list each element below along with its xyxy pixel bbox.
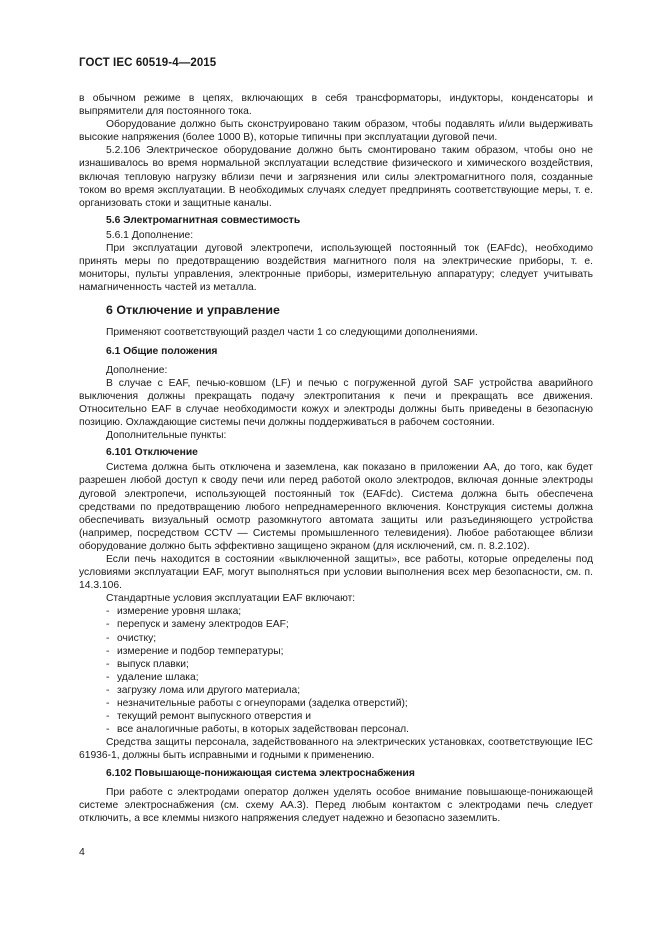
list-dash: - <box>106 606 110 618</box>
list-item <box>79 645 593 658</box>
list-item <box>79 658 593 671</box>
section-heading: 6.1 Общие положения <box>106 345 218 357</box>
list-item-text: текущий ремонт выпускного отверстия и <box>117 711 311 723</box>
list-item-text: все аналогичные работы, в которых задействован персонал. <box>117 724 410 736</box>
paragraph: Стандартные условия эксплуатации EAF включают: <box>106 593 356 605</box>
list-item <box>79 710 593 723</box>
paragraph: в обычном режиме в цепях, включающих в себя трансформаторы, индукторы, конденсаторы и выпрямители для постоянного тока. <box>79 93 593 118</box>
chapter-heading: 6 Отключение и управление <box>106 303 280 318</box>
paragraph: Система должна быть отключена и заземлена, как показано в приложении АА, до того, как будет разрешен любой доступ к своду печи или перед работой около электродов, включая донные электроды дуговой электропечи, использующей постоянный ток (EAFdc). Система должна быть обеспечена средствами по предотвращению любого непреднамеренного включения. Конструкция системы должна обеспечивать визуальный осмотр разомкнутого автомата защиты или разъединяющего устройства (например, посредством CCTV — Системы промышленного телевидения). Любое работающее вблизи оборудование должно быть эффективно защищено экраном (для исключений, см. п. 8.2.102). <box>79 462 593 552</box>
list-item <box>79 723 593 736</box>
list-item-text: загрузку лома или другого материала; <box>117 684 301 696</box>
paragraph: Дополнение: <box>106 364 168 376</box>
list-dash: - <box>106 724 110 736</box>
paragraph: При эксплуатации дуговой электропечи, использующей постоянный ток (EAFdc), необходимо принять меры по предотвращению воздействия магнитного поля на электрические приборы, т. е. мониторы, пульты управления, электронные приборы, измерительную аппаратуру; следует учитывать намагниченность частей из металла. <box>79 243 593 294</box>
section-heading: 6.102 Повышающе-понижающая система электроснабжения <box>106 767 415 779</box>
list-dash: - <box>106 671 110 683</box>
paragraph: Средства защиты персонала, задействованного на электрических установках, соответствующие IEC 61936-1, должны быть исправными и годными к применению. <box>79 737 593 762</box>
list-item <box>79 684 593 697</box>
list-item-text: перепуск и замену электродов EAF; <box>117 619 289 631</box>
list-item-text: измерение уровня шлака; <box>117 606 242 618</box>
paragraph: 5.2.106 Электрическое оборудование должно быть смонтировано таким образом, чтобы оно не изнашивалось во время нормальной эксплуатации вследствие физического и химического воздействия, включая тепловую нагрузку вблизи печи и загрязнения или силы электромагнитного поля, созданные током во время эксплуатации. В необходимых случаях следует предпринять соответствующие меры, т. е. организовать стоки и защитные каналы. <box>79 145 593 209</box>
list-item <box>79 632 593 645</box>
list-item-text: незначительные работы с огнеупорами (заделка отверстий); <box>117 698 408 710</box>
list-item-text: очистку; <box>117 632 157 644</box>
list-dash: - <box>106 632 110 644</box>
paragraph: Оборудование должно быть сконструировано таким образом, чтобы подавлять и/или выдерживать высокие напряжения (более 1000 В), которые типичны при эксплуатации дуговой печи. <box>79 119 593 144</box>
list-item-text: измерение и подбор температуры; <box>117 645 284 657</box>
paragraph: Применяют соответствующий раздел части 1 со следующими дополнениями. <box>106 326 478 338</box>
list-dash: - <box>106 711 110 723</box>
paragraph: В случае с EAF, печью-ковшом (LF) и печью с погруженной дугой SAF устройства аварийного выключения должны прекращать подачу электропитания к печи и прекращать все движения. Относительно EAF в случае необходимости кожух и электроды должны быть приведены в безопасную позицию. Охлаждающие системы печи должны поддерживаться в рабочем состоянии. <box>79 377 593 429</box>
list-dash: - <box>106 658 110 670</box>
list-item <box>79 605 593 618</box>
section-heading: 5.6 Электромагнитная совместимость <box>106 214 301 226</box>
paragraph: При работе с электродами оператор должен уделять особое внимание повышающе-понижающей системе электроснабжения (см. схему АА.3). Перед любым контактом с электродами печь следует отключить, а все клеммы низкого напряжения следует надежно и безопасно заземлить. <box>79 786 593 824</box>
page-number: 4 <box>79 846 85 858</box>
list-dash: - <box>106 684 110 696</box>
list-item <box>79 671 593 684</box>
paragraph: Если печь находится в состоянии «выключенной защиты», все работы, которые определены под условиями эксплуатации EAF, могут выполняться при условии выполнения всех мер безопасности, см. п. 14.3.106. <box>79 554 593 592</box>
section-heading: 6.101 Отключение <box>106 447 198 459</box>
list-item <box>79 618 593 631</box>
list-item-text: удаление шлака; <box>117 671 199 683</box>
document-body <box>79 92 593 825</box>
paragraph: Дополнительные пункты: <box>106 430 227 442</box>
paragraph: 5.6.1 Дополнение: <box>106 229 194 241</box>
list-dash: - <box>106 698 110 710</box>
list-item <box>79 697 593 710</box>
list-dash: - <box>106 619 110 631</box>
list-item-text: выпуск плавки; <box>117 658 189 670</box>
list-dash: - <box>106 645 110 657</box>
document-header-title: ГОСТ IEC 60519-4—2015 <box>79 57 217 69</box>
